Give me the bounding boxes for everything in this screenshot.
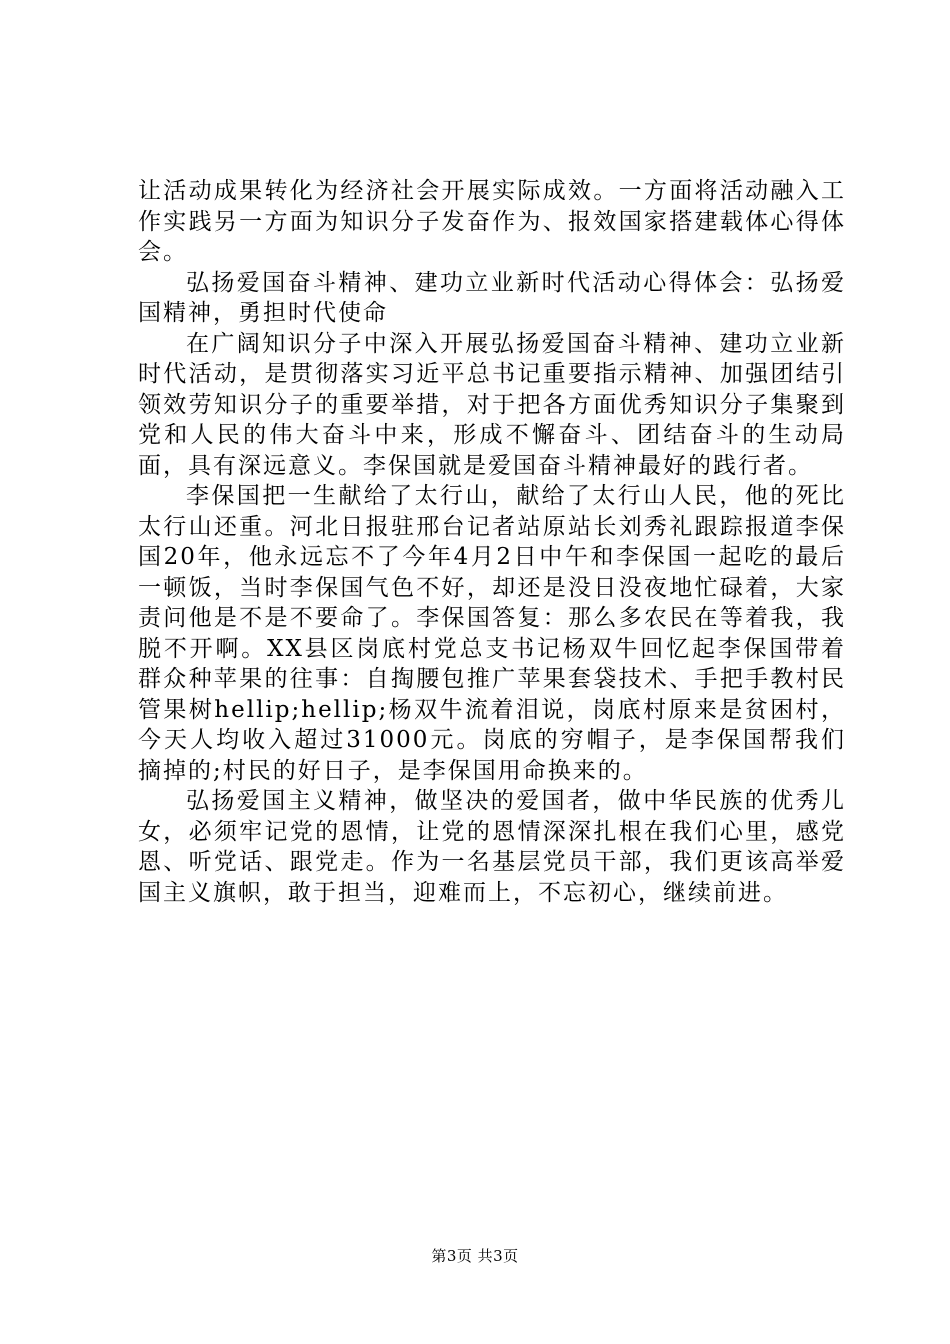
- paragraph-continuation: 让活动成果转化为经济社会开展实际成效。一方面将活动融入工作实践另一方面为知识分子发奋作为、报效国家搭建载体心得体会。: [138, 178, 846, 265]
- paragraph-intro: 在广阔知识分子中深入开展弘扬爱国奋斗精神、建功立业新时代活动，是贯彻落实习近平总书记重要指示精神、加强团结引领效劳知识分子的重要举措，对于把各方面优秀知识分子集聚到党和人民的伟大奋斗中来，形成不懈奋斗、团结奋斗的生动局面，具有深远意义。李保国就是爱国奋斗精神最好的践行者。: [138, 330, 846, 479]
- page-number-footer: 第3页 共3页: [431, 1247, 519, 1265]
- paragraph-heading: 弘扬爱国奋斗精神、建功立业新时代活动心得体会：弘扬爱国精神，勇担时代使命: [138, 269, 846, 326]
- document-body: [138, 176, 846, 908]
- paragraph-li-baoguo-story: 李保国把一生献给了太行山，献给了太行山人民，他的死比太行山还重。河北日报驻邢台记者站原站长刘秀礼跟踪报道李保国20年，他永远忘不了今年4月2日中午和李保国一起吃的最后一顿饭，当时李保国气色不好，却还是没日没夜地忙碌着，大家责问他是不是不要命了。李保国答复：那么多农民在等着我，我脱不开啊。XX县区岗底村党总支书记杨双牛回忆起李保国带着群众种苹果的往事：自掏腰包推广苹果套袋技术、手把手教村民管果树hellip;hellip;杨双牛流着泪说，岗底村原来是贫困村，今天人均收入超过31000元。岗底的穷帽子，是李保国帮我们摘掉的;村民的好日子，是李保国用命换来的。: [138, 483, 846, 784]
- paragraph-conclusion: 弘扬爱国主义精神，做坚决的爱国者，做中华民族的优秀儿女，必须牢记党的恩情，让党的恩情深深扎根在我们心里，感党恩、听党话、跟党走。作为一名基层党员干部，我们更该高举爱国主义旗帜，敢于担当，迎难而上，不忘初心，继续前进。: [138, 788, 846, 906]
